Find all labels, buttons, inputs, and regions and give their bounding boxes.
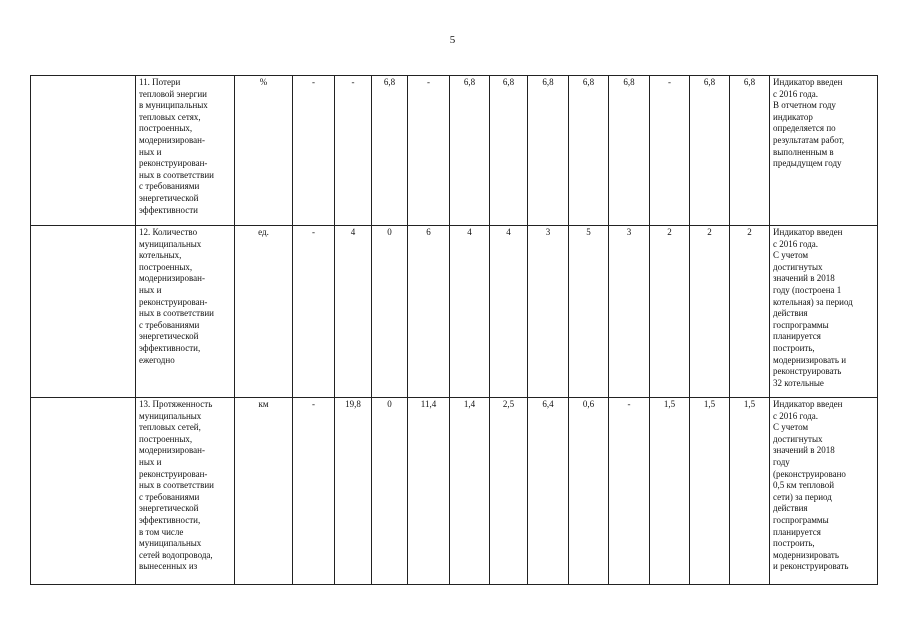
note-line: сети) за период [773,491,832,502]
indicator-name-line: реконструирован- [139,468,208,479]
value-cell: - [650,76,690,226]
empty-cell [31,398,136,585]
value-cell: 6 [408,226,450,398]
indicator-name-line: ных в соответствии [139,169,214,180]
value-cell: 1,5 [690,398,730,585]
note-line: году [773,456,790,467]
note-line: предыдущем году [773,158,842,169]
indicator-name-line: муниципальных [139,238,202,249]
value-cell: 6,8 [450,76,490,226]
note-line: С учетом [773,250,809,261]
note-line: построить, [773,342,815,353]
indicator-name-line: эффективности, [139,342,201,353]
indicator-name-line: энергетической [139,192,199,203]
indicator-table [30,75,878,585]
note-line: с 2016 года. [773,238,819,249]
value-cell: - [293,226,335,398]
indicator-name-line: муниципальных [139,538,202,549]
table-row [31,226,878,398]
note-line: значений в 2018 [773,273,835,284]
note-line: реконструировать [773,366,842,377]
value-cell: 2 [690,226,730,398]
note-line: достигнутых [773,433,823,444]
value-cell: 6,8 [609,76,650,226]
indicator-name-cell [136,398,235,585]
indicator-name-line: 13. Протяженность [139,399,213,409]
table-row [31,398,878,585]
value-cell: 1,4 [450,398,490,585]
note-line: выполненным в [773,146,834,157]
note-line: госпрограммы [773,319,829,330]
note-line: Индикатор введен [773,227,843,237]
indicator-name-line: модернизирован- [139,134,205,145]
indicator-name-line: с требованиями [139,181,200,192]
empty-cell [31,76,136,226]
note-line: В отчетном году [773,100,836,111]
indicator-name-line: вынесенных из [139,561,198,572]
value-cell: 0 [372,398,408,585]
indicator-name-line: эффективности [139,204,198,215]
note-cell [770,76,878,226]
value-cell: - [408,76,450,226]
value-cell: - [293,398,335,585]
note-line: 0,5 км тепловой [773,480,835,491]
indicator-name-line: с требованиями [139,491,200,502]
value-cell: 6,4 [528,398,569,585]
value-cell: 6,8 [372,76,408,226]
value-cell: 2 [650,226,690,398]
indicator-name-line: построенных, [139,433,193,444]
indicator-name-line: ных и [139,456,162,467]
indicator-name-cell [136,76,235,226]
indicator-name-line: ных и [139,284,162,295]
note-line: госпрограммы [773,514,829,525]
indicator-name-line: модернизирован- [139,445,205,456]
table-row [31,76,878,226]
note-line: результатам работ, [773,134,845,145]
note-line: модернизировать [773,549,839,560]
note-line: (реконструировано [773,468,846,479]
value-cell: 2,5 [490,398,528,585]
value-cell: 4 [490,226,528,398]
value-cell: - [609,398,650,585]
indicator-name-line: тепловых сетей, [139,422,201,433]
value-cell: 11,4 [408,398,450,585]
note-line: с 2016 года. [773,410,819,421]
value-cell: 2 [730,226,770,398]
indicator-name-line: 12. Количество [139,227,198,237]
indicator-name-line: котельных, [139,250,182,261]
note-line: с 2016 года. [773,88,819,99]
indicator-name-line: ежегодно [139,354,175,365]
value-cell: 6,8 [528,76,569,226]
note-line: планируется [773,331,821,342]
value-cell: 6,8 [690,76,730,226]
indicator-name-line: ных и [139,146,162,157]
indicator-name-line: энергетической [139,503,199,514]
indicator-name-line: муниципальных [139,410,202,421]
value-cell: 3 [528,226,569,398]
value-cell: 0,6 [569,398,609,585]
indicator-name-line: с требованиями [139,319,200,330]
indicator-name-line: модернизирован- [139,273,205,284]
indicator-name-line: реконструирован- [139,296,208,307]
note-cell [770,398,878,585]
value-cell: 1,5 [730,398,770,585]
indicator-name-line: реконструирован- [139,158,208,169]
note-line: С учетом [773,422,809,433]
value-cell: 3 [609,226,650,398]
indicator-name-cell [136,226,235,398]
indicator-name-line: эффективности, [139,514,201,525]
value-cell: 19,8 [335,398,372,585]
note-line: году (построена 1 [773,284,842,295]
note-line: планируется [773,526,821,537]
value-cell: - [293,76,335,226]
note-line: построить, [773,538,815,549]
empty-cell [31,226,136,398]
note-line: и реконструировать [773,561,849,572]
note-line: Индикатор введен [773,399,843,409]
note-line: действия [773,308,808,319]
note-line: действия [773,503,808,514]
unit-cell: ед. [235,226,293,398]
value-cell: 4 [450,226,490,398]
note-line: модернизировать и [773,354,847,365]
indicator-name-line: построенных, [139,123,193,134]
note-line: значений в 2018 [773,445,835,456]
indicator-name-line: в муниципальных [139,100,208,111]
indicator-name-line: ных в соответствии [139,308,214,319]
value-cell: - [335,76,372,226]
page-number: 5 [449,34,456,46]
indicator-name-line: ных в соответствии [139,480,214,491]
value-cell: 0 [372,226,408,398]
indicator-name-line: в том числе [139,526,184,537]
unit-cell: % [235,76,293,226]
indicator-name-line: сетей водопровода, [139,549,213,560]
note-line: индикатор [773,111,813,122]
note-line: котельная) за период [773,296,853,307]
value-cell: 6,8 [569,76,609,226]
value-cell: 5 [569,226,609,398]
value-cell: 6,8 [490,76,528,226]
note-line: достигнутых [773,261,823,272]
value-cell: 1,5 [650,398,690,585]
indicator-name-line: тепловой энергии [139,88,207,99]
indicator-name-line: построенных, [139,261,193,272]
table-body [31,76,878,585]
value-cell: 4 [335,226,372,398]
unit-cell: км [235,398,293,585]
note-line: определяется по [773,123,836,134]
value-cell: 6,8 [730,76,770,226]
note-line: Индикатор введен [773,77,843,87]
indicator-name-line: энергетической [139,331,199,342]
indicator-name-line: тепловых сетях, [139,111,201,122]
indicator-name-line: 11. Потери [139,77,181,87]
note-cell [770,226,878,398]
note-line: 32 котельные [773,377,824,388]
